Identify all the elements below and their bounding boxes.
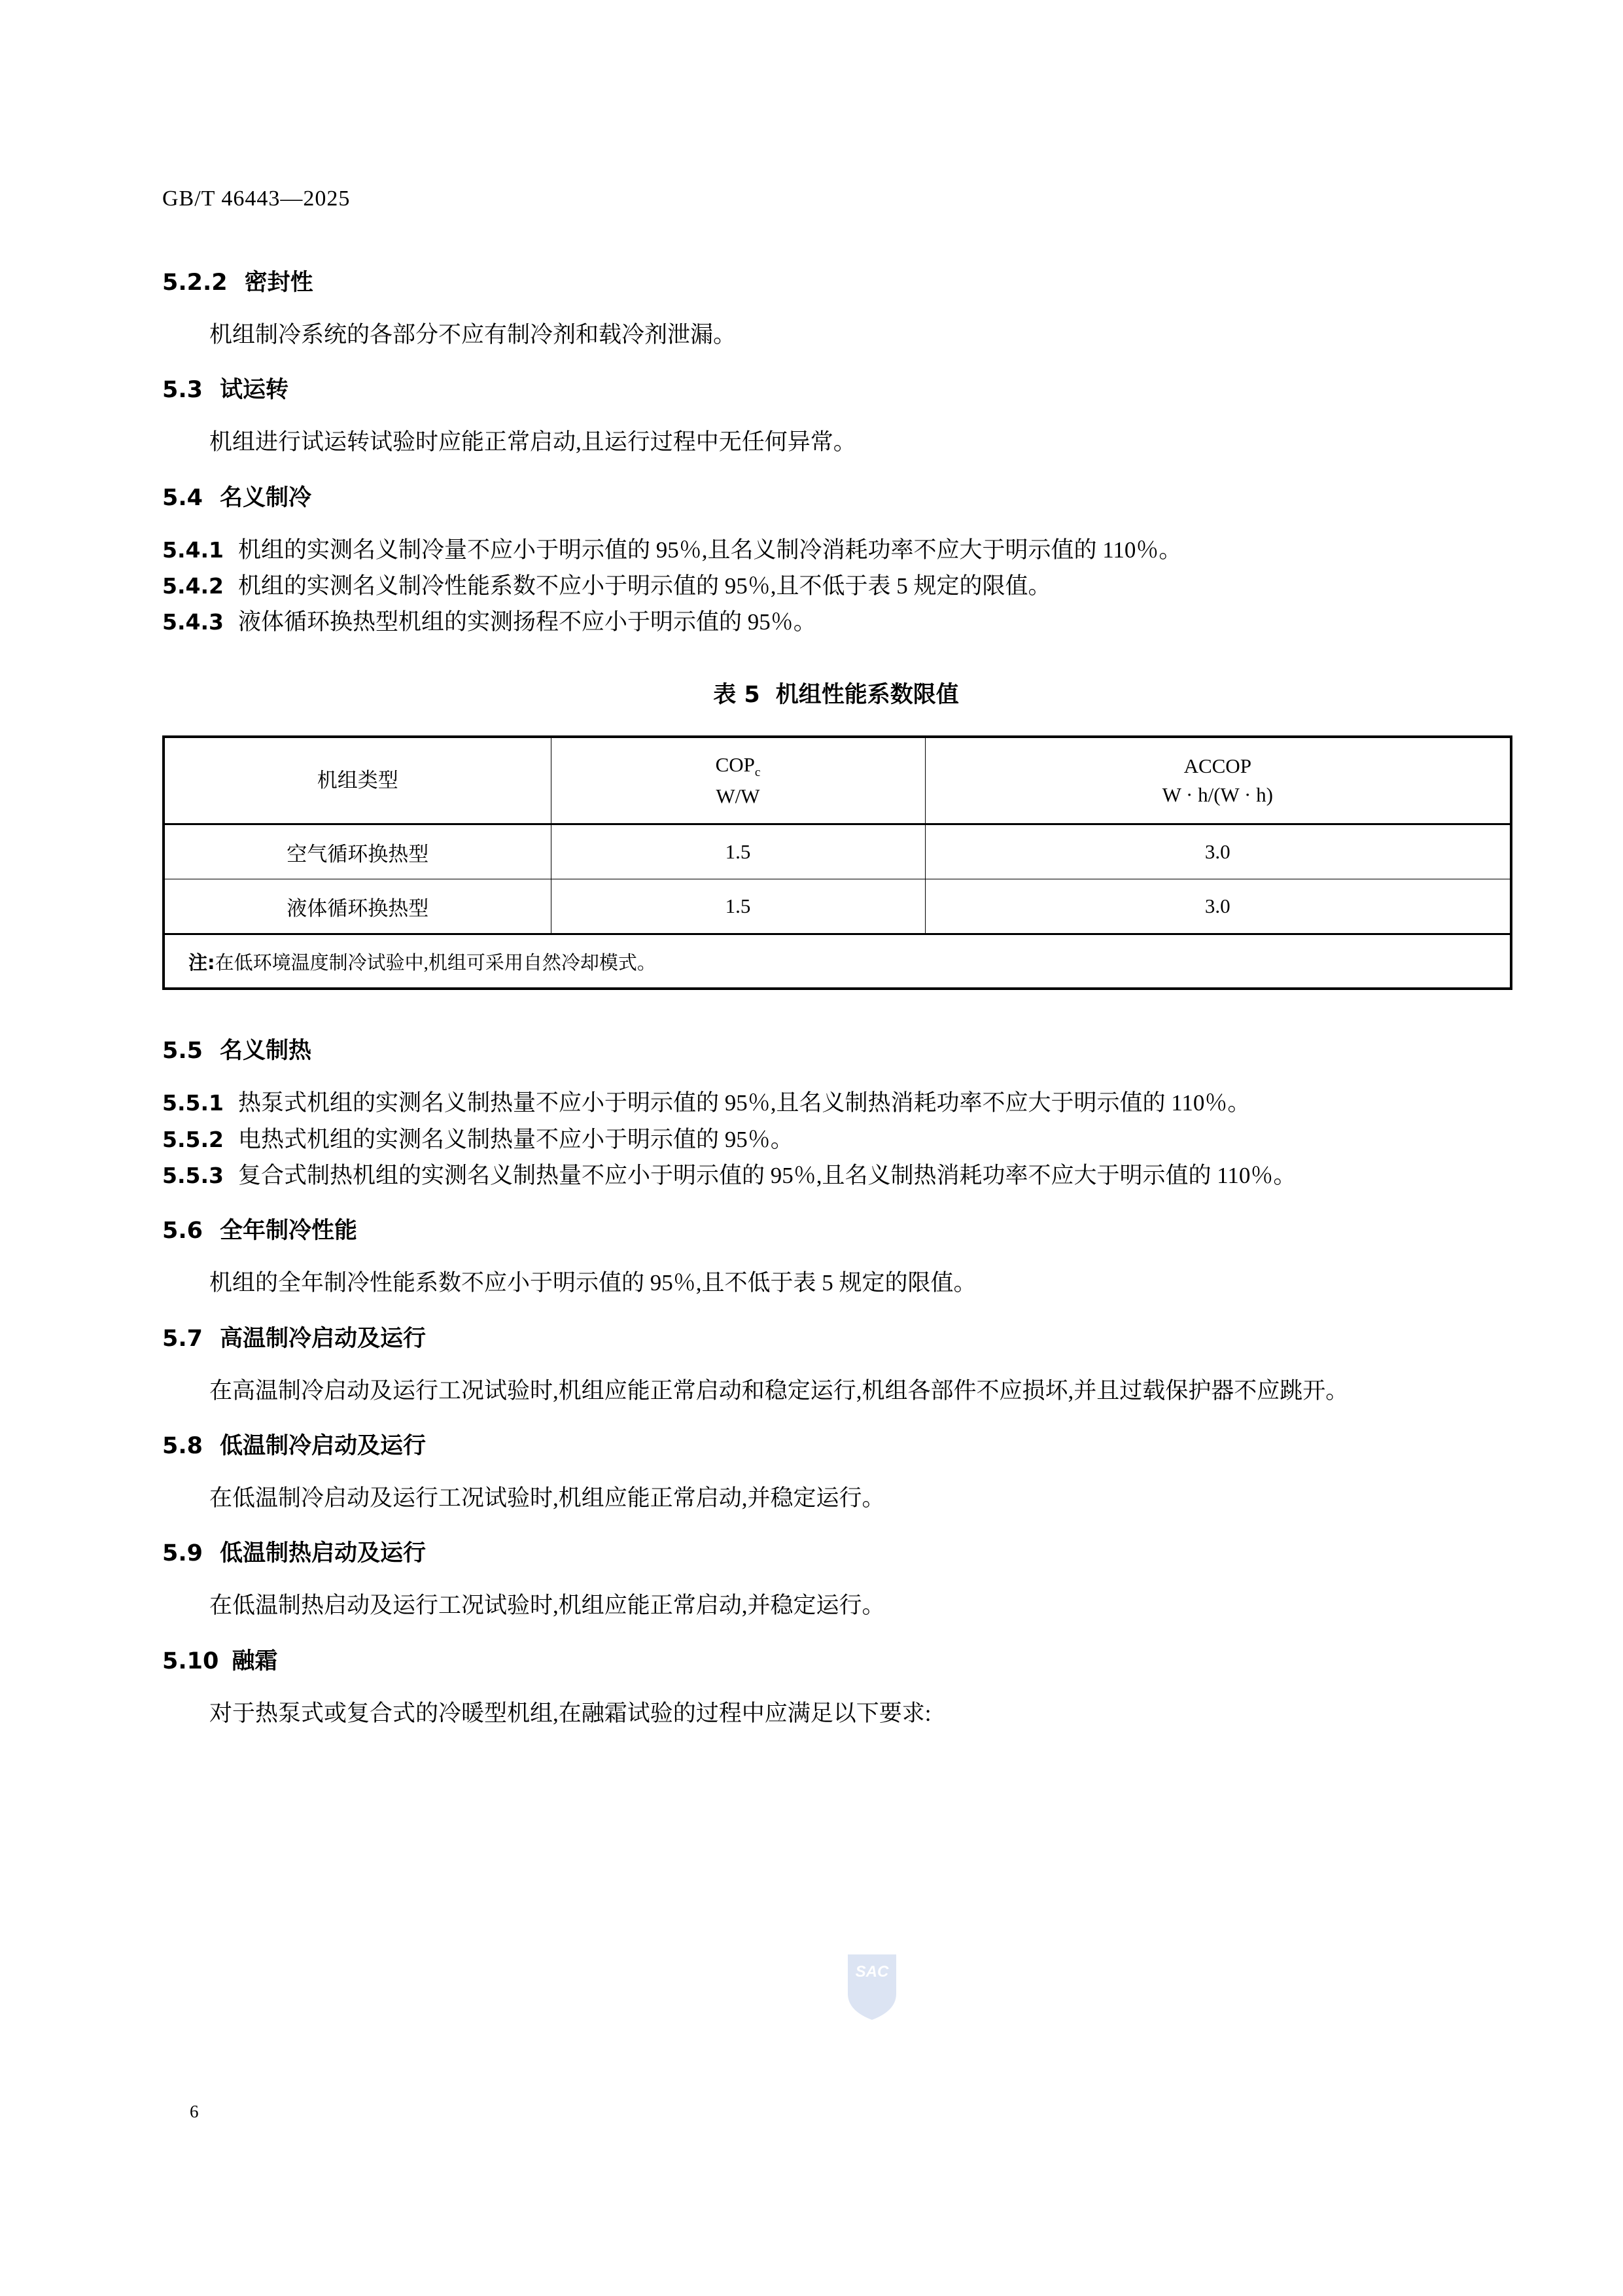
heading-5-7 — [162, 1325, 1510, 1352]
clause-5-5-1-text: 热泵式机组的实测名义制热量不应小于明示值的 95％,且名义制热消耗功率不应大于明示值的 110％。 — [237, 1090, 1251, 1116]
clause-5-5-2 — [162, 1122, 1510, 1157]
heading-5-6 — [162, 1220, 1510, 1243]
table-5-caption: 机组性能系数限值 — [775, 682, 959, 709]
heading-5-5-title: 名义制热 — [220, 1038, 312, 1065]
heading-5-8 — [162, 1432, 1510, 1459]
paragraph-5-7: 在高温制冷启动及运行工况试验时,机组应能正常启动和稳定运行,机组各部件不应损坏,并且过载保护器不应跳开。 — [209, 1377, 1349, 1404]
heading-5-2-2 — [162, 272, 1510, 294]
clause-5-5-1-number: 5.5.1 — [162, 1090, 224, 1116]
clause-5-5-3-text: 复合式制热机组的实测名义制热量不应小于明示值的 95％,且名义制热消耗功率不应大于明示值的 110％。 — [237, 1163, 1297, 1189]
svg-text:SAC: SAC — [855, 1963, 889, 1981]
page-content — [162, 272, 1510, 1731]
heading-5-2-2-title: 密封性 — [244, 270, 313, 296]
table-5-row-1-type: 液体循环换热型 — [164, 879, 551, 934]
heading-5-5 — [162, 1040, 1510, 1063]
table-5-row-1-cop: 1.5 — [551, 879, 925, 934]
heading-5-5-number: 5.5 — [162, 1038, 203, 1065]
table-5-note-text: 在低环境温度制冷试验中,机组可采用自然冷却模式。 — [215, 952, 656, 974]
heading-5-3-title: 试运转 — [220, 377, 289, 404]
paragraph-5-10: 对于热泵式或复合式的冷暖型机组,在融霜试验的过程中应满足以下要求: — [209, 1700, 932, 1726]
heading-5-10-number: 5.10 — [162, 1648, 219, 1674]
table-5-row-0-type: 空气循环换热型 — [164, 824, 551, 879]
clause-5-5-1 — [162, 1085, 1510, 1121]
table-5-header-row — [164, 737, 1511, 824]
table-5-header-cop-unit: W/W — [716, 785, 760, 808]
heading-5-2-2-number: 5.2.2 — [162, 270, 228, 296]
clause-5-5-2-number: 5.5.2 — [162, 1126, 224, 1152]
table-5-title — [162, 677, 1510, 709]
heading-5-10-title: 融霜 — [232, 1648, 278, 1674]
table-row — [164, 879, 1511, 934]
clause-5-4-3-text: 液体循环换热型机组的实测扬程不应小于明示值的 95％。 — [237, 609, 816, 635]
heading-5-6-title: 全年制冷性能 — [220, 1218, 358, 1245]
page-number: 6 — [190, 2102, 199, 2121]
table-5-header-unit-type: 机组类型 — [164, 737, 551, 824]
table-5-row-0-cop: 1.5 — [551, 824, 925, 879]
heading-5-7-number: 5.7 — [162, 1325, 203, 1352]
heading-5-6-number: 5.6 — [162, 1218, 203, 1245]
clause-5-4-1-number: 5.4.1 — [162, 537, 224, 563]
table-5-header-cop — [551, 737, 925, 824]
table-5-row-0-accop: 3.0 — [925, 824, 1511, 879]
heading-5-9-number: 5.9 — [162, 1540, 203, 1567]
table-5-row-1-accop: 3.0 — [925, 879, 1511, 934]
clause-5-5-2-text: 电热式机组的实测名义制热量不应小于明示值的 95％。 — [237, 1126, 794, 1152]
paragraph-5-9: 在低温制热启动及运行工况试验时,机组应能正常启动,并稳定运行。 — [209, 1593, 885, 1619]
heading-5-4-number: 5.4 — [162, 484, 203, 511]
table-5-header-cop-subscript: c — [754, 766, 761, 780]
table-5 — [162, 735, 1512, 990]
table-5-header-accop — [925, 737, 1511, 824]
clause-5-4-2 — [162, 568, 1510, 604]
clause-5-4-1-text: 机组的实测名义制冷量不应小于明示值的 95％,且名义制冷消耗功率不应大于明示值的 110％。 — [237, 537, 1182, 563]
clause-5-4-2-text: 机组的实测名义制冷性能系数不应小于明示值的 95％,且不低于表 5 规定的限值。 — [237, 573, 1051, 599]
clause-5-4-1 — [162, 532, 1510, 568]
clause-5-5-3 — [162, 1157, 1510, 1193]
heading-5-10 — [162, 1650, 1510, 1673]
heading-5-9-title: 低温制热启动及运行 — [220, 1540, 427, 1567]
running-header-standard-number: GB/T 46443—2025 — [162, 186, 351, 211]
paragraph-5-8: 在低温制冷启动及运行工况试验时,机组应能正常启动,并稳定运行。 — [209, 1485, 885, 1511]
table-5-header-accop-unit: W · h/(W · h) — [1162, 783, 1273, 807]
clause-5-4-3-number: 5.4.3 — [162, 609, 224, 635]
clause-5-4-3 — [162, 604, 1510, 640]
table-5-header-accop-symbol: ACCOP — [1183, 754, 1251, 777]
heading-5-4 — [162, 484, 1510, 511]
clause-5-4-2-number: 5.4.2 — [162, 573, 224, 599]
heading-5-8-number: 5.8 — [162, 1432, 203, 1459]
table-5-header-cop-symbol: COP — [715, 752, 755, 776]
heading-5-3-number: 5.3 — [162, 377, 203, 404]
paragraph-5-2-2: 机组制冷系统的各部分不应有制冷剂和载冷剂泄漏。 — [209, 322, 737, 347]
table-5-note-cell — [164, 934, 1511, 989]
heading-5-3 — [162, 379, 1510, 402]
heading-5-4-title: 名义制冷 — [220, 484, 312, 511]
paragraph-5-6: 机组的全年制冷性能系数不应小于明示值的 95％,且不低于表 5 规定的限值。 — [209, 1270, 977, 1296]
heading-5-7-title: 高温制冷启动及运行 — [220, 1325, 427, 1352]
heading-5-8-title: 低温制冷启动及运行 — [220, 1432, 427, 1459]
heading-5-9 — [162, 1542, 1510, 1565]
sac-watermark — [844, 1953, 900, 2021]
table-row — [164, 824, 1511, 879]
table-5-note-label: 注: — [188, 951, 215, 974]
paragraph-5-3: 机组进行试运转试验时应能正常启动,且运行过程中无任何异常。 — [209, 429, 856, 455]
table-5-note-row — [164, 934, 1511, 989]
clause-5-5-3-number: 5.5.3 — [162, 1163, 224, 1189]
table-5-label: 表 5 — [713, 682, 760, 709]
